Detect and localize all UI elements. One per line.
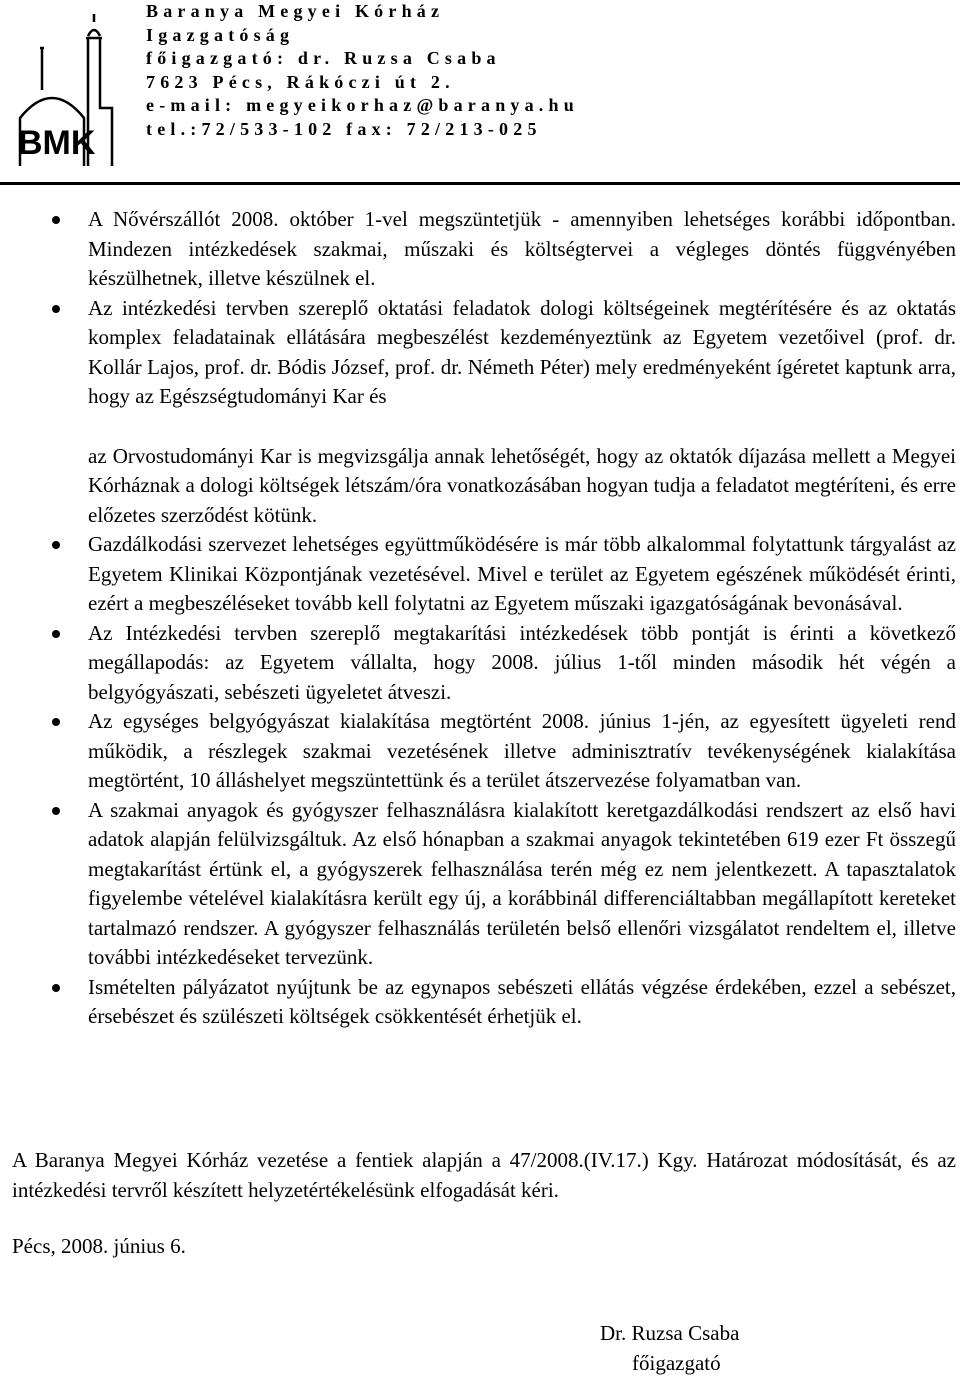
list-item: A szakmai anyagok és gyógyszer felhasználásra kialakított keretgazdálkodási rendszert az első havi adatok alapján felülvizsgáltuk. Az első hónapban a szakmai anyagok tekintetében 619 ezer Ft összegű megtakarítást értünk el, a gyógyszerek felhasználása terén még ez nem jelentkezett. A tapasztalatok figyelembe vételével kialakításra került egy új, a korábbinál differenciáltabban megállapított kereteket tartalmazó rendszer. A gyógyszer felhasználás területén belső ellenőri vizsgálatot rendeltem el, illetve további intézkedéseket tervezünk. — [88, 796, 956, 973]
bullet-list — [88, 205, 956, 1032]
closing-paragraph: A Baranya Megyei Kórház vezetése a fentiek alapján a 47/2008.(IV.17.) Kgy. Határozat módosítását, és az intézkedési tervről készített helyzetértékelésünk elfogadását kéri. — [12, 1148, 956, 1202]
signature-title: főigazgató — [632, 1351, 721, 1375]
letterhead-email: e-mail: megyeikorhaz@baranya.hu — [146, 95, 579, 115]
letterhead — [146, 0, 579, 141]
letterhead-phone-fax: tel.:72/533-102 fax: 72/213-025 — [146, 118, 542, 139]
logo-text: BMK — [18, 124, 96, 162]
page-break-gap — [88, 412, 956, 442]
signature-block — [600, 1318, 739, 1378]
hospital-logo — [12, 8, 132, 168]
list-item: Az intézkedési tervben szereplő oktatási feladatok dologi költségeinek megtérítésére és az oktatás komplex feladatainak ellátására megbeszélést kezdeményeztünk az Egyetem vezetőivel (prof. dr. Kollár Lajos, prof. dr. Bódis József, prof. dr. Németh Péter) mely eredményeként ígéretet kaptunk arra, hogy az Egészségtudományi Kar és — [88, 294, 956, 412]
header-divider — [0, 182, 960, 185]
letterhead-address: 7623 Pécs, Rákóczi út 2. — [146, 71, 455, 92]
list-item: Ismételten pályázatot nyújtunk be az egynapos sebészeti ellátás végzése érdekében, ezzel a sebészet, érsebészet és szülészeti költségek csökkentését érhetjük el. — [88, 973, 956, 1032]
letterhead-hospital-name: Baranya Megyei Kórház — [146, 1, 445, 21]
document-date: Pécs, 2008. június 6. — [12, 1234, 186, 1258]
list-item: Gazdálkodási szervezet lehetséges együttműködésére is már több alkalommal folytattunk tárgyalást az Egyetem Klinikai Központjának vezetésével. Mivel e terület az Egyetem egészének működését érinti, ezért a megbeszéléseket tovább kell folytatni az Egyetem műszaki igazgatóságának bevonásával. — [88, 530, 956, 619]
list-item: Az Intézkedési tervben szereplő megtakarítási intézkedések több pontját is érinti a következő megállapodás: az Egyetem vállalta, hogy 2008. július 1-től minden második hét végén a belgyógyászati, sebészeti ügyeletet átveszi. — [88, 619, 956, 708]
list-item: Az egységes belgyógyászat kialakítása megtörtént 2008. június 1-jén, az egyesített ügyeleti rend működik, a részlegek szakmai vezetésének illetve adminisztratív tevékenységének kialakítása megtörtént, 10 álláshelyet megszüntettünk és a terület átszervezése folyamatban van. — [88, 707, 956, 796]
list-item-continuation: az Orvostudományi Kar is megvizsgálja annak lehetőségét, hogy az oktatók díjazása mellett a Megyei Kórháznak a dologi költségek létszám/óra vonatkozásában hogyan tudja a feladatot megtéríteni, és erre előzetes szerződést kötünk. — [88, 443, 956, 527]
signature-name: Dr. Ruzsa Csaba — [600, 1321, 740, 1345]
letterhead-director: főigazgató: dr. Ruzsa Csaba — [146, 48, 501, 68]
letterhead-department: Igazgatóság — [146, 24, 295, 45]
list-item: A Nővérszállót 2008. október 1-vel megszüntetjük - amennyiben lehetséges korábbi időpontban. Mindezen intézkedések szakmai, műszaki és költségtervei a végleges döntés függvényében készülhetnek, illetve készülnek el. — [88, 205, 956, 294]
